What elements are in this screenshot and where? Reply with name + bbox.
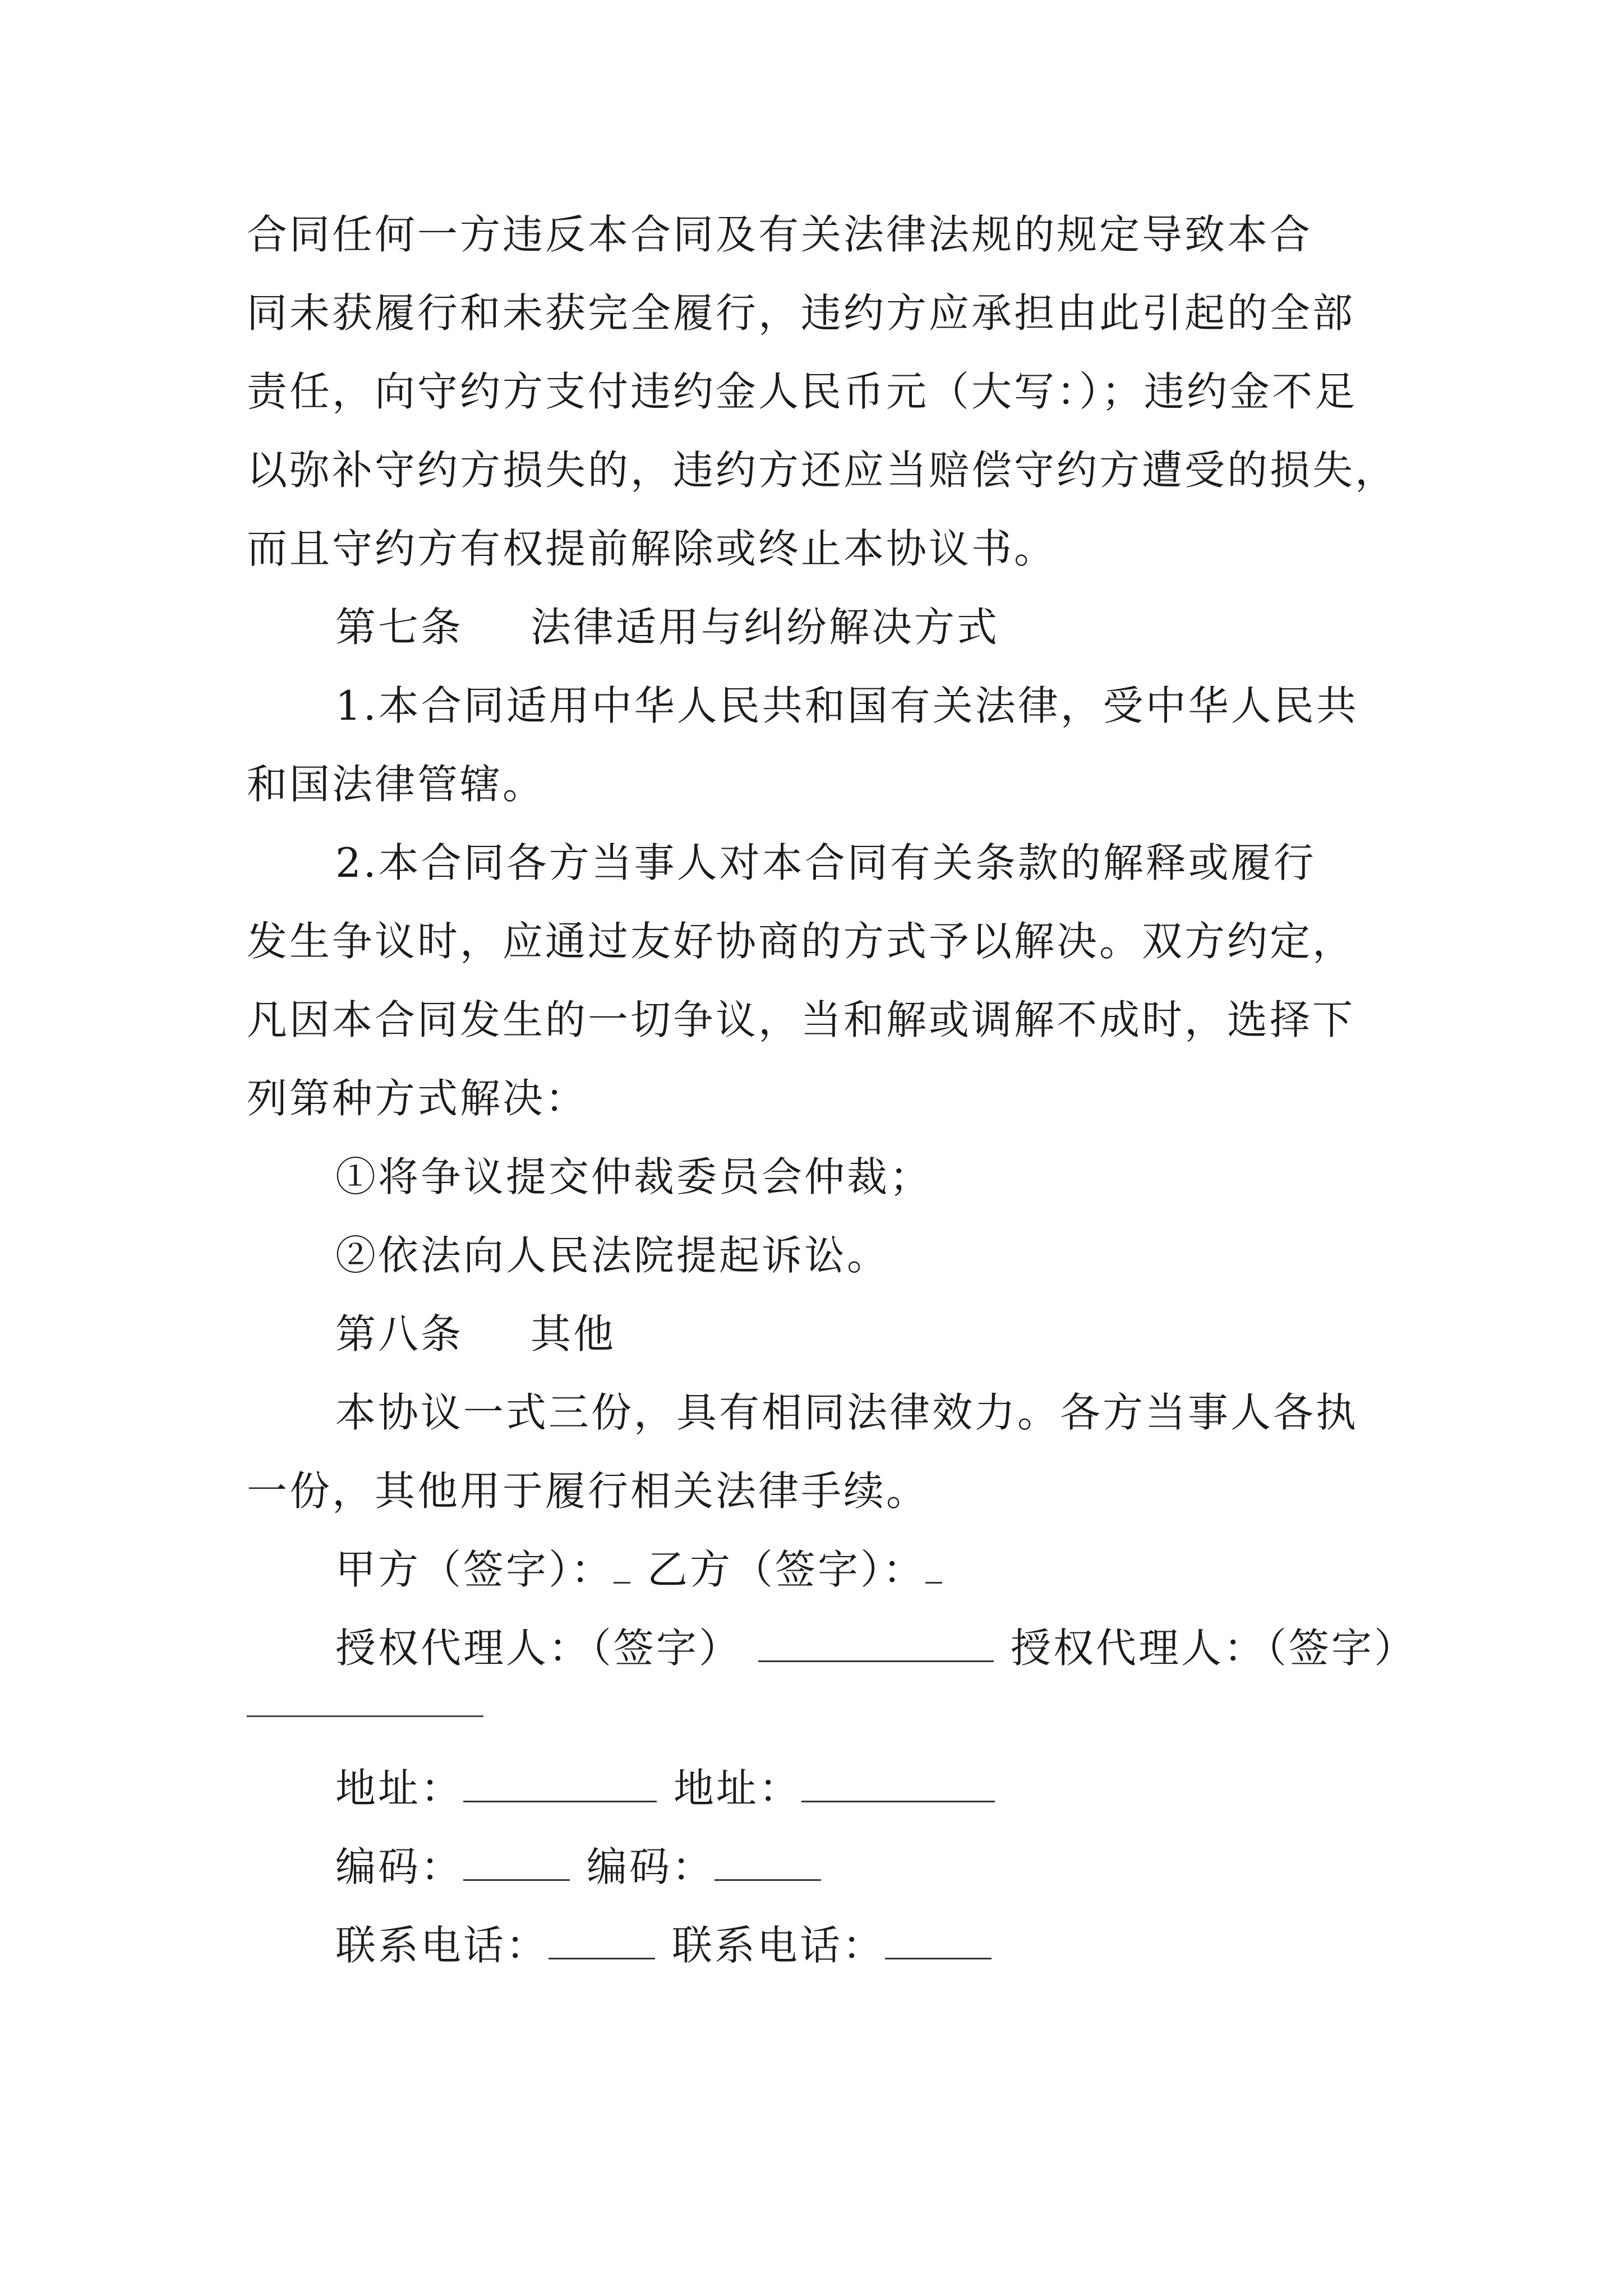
article-7-title: 法律适用与纠纷解决方式 bbox=[531, 604, 1000, 651]
postal-code-row bbox=[335, 1839, 821, 1895]
code-b-label: 编码： bbox=[587, 1843, 715, 1890]
article-7-paragraph-2-line: 列第种方式解决： bbox=[247, 1075, 588, 1122]
article-8-label: 第八条 bbox=[335, 1310, 464, 1358]
party-signature-row bbox=[335, 1542, 942, 1598]
code-a-blank bbox=[463, 1847, 570, 1881]
agent-b-signature-blank bbox=[247, 1715, 483, 1717]
dispute-option-litigation: ②依法向人民法院提起诉讼。 bbox=[335, 1232, 890, 1279]
breach-clause-line: 同未获履行和未获完全履行，违约方应承担由此引起的全部 bbox=[247, 289, 1355, 337]
breach-clause-line: 而且守约方有权提前解除或终止本协议书。 bbox=[247, 525, 1057, 572]
party-b-signature-blank bbox=[925, 1549, 942, 1584]
address-a-blank bbox=[463, 1768, 657, 1802]
party-a-signature-label: 甲方（签字）： bbox=[335, 1546, 614, 1593]
article-7-paragraph-1-line: 和国法律管辖。 bbox=[247, 761, 546, 808]
address-row bbox=[335, 1760, 995, 1816]
article-7-label: 第七条 bbox=[335, 604, 464, 651]
party-b-signature-label: 乙方（签字）： bbox=[647, 1546, 926, 1593]
party-a-signature-blank bbox=[614, 1549, 630, 1584]
breach-clause-line: 合同任何一方违反本合同及有关法律法规的规定导致本合 bbox=[247, 211, 1313, 258]
article-8-line: 本协议一式三份，具有相同法律效力。各方当事人各执 bbox=[335, 1389, 1359, 1436]
article-7-paragraph-2-line: 凡因本合同发生的一切争议，当和解或调解不成时，选择下 bbox=[247, 996, 1355, 1043]
article-8-heading bbox=[335, 1306, 616, 1362]
agent-a-signature-blank bbox=[758, 1628, 994, 1662]
article-8-title: 其他 bbox=[531, 1310, 616, 1358]
dispute-option-arbitration: ①将争议提交仲裁委员会仲裁； bbox=[335, 1153, 933, 1200]
address-a-label: 地址： bbox=[335, 1765, 464, 1812]
article-7-paragraph-2-line: 2.本合同各方当事人对本合同有关条款的解释或履行 bbox=[335, 839, 1316, 886]
breach-clause-line: 责任，向守约方支付违约金人民币元（大写：）；违约金不足 bbox=[247, 368, 1358, 415]
article-7-paragraph-2-line: 发生争议时，应通过友好协商的方式予以解决。双方约定， bbox=[247, 918, 1355, 965]
phone-a-label: 联系电话： bbox=[335, 1922, 549, 1969]
phone-b-blank bbox=[885, 1925, 992, 1959]
article-7-heading bbox=[335, 599, 999, 655]
article-8-line: 一份，其他用于履行相关法律手续。 bbox=[247, 1467, 929, 1515]
agent-a-signature-label: 授权代理人：（签字） bbox=[335, 1625, 742, 1672]
address-b-label: 地址： bbox=[674, 1765, 802, 1812]
agent-b-signature-label: 授权代理人：（签字） bbox=[1011, 1625, 1417, 1672]
code-b-blank bbox=[714, 1847, 821, 1881]
phone-a-blank bbox=[548, 1925, 655, 1959]
phone-b-label: 联系电话： bbox=[672, 1922, 886, 1969]
code-a-label: 编码： bbox=[335, 1843, 464, 1890]
agent-signature-row bbox=[335, 1620, 1417, 1676]
article-7-paragraph-1-line: 1.本合同适用中华人民共和国有关法律，受中华人民共 bbox=[335, 682, 1359, 729]
phone-row bbox=[335, 1917, 992, 1973]
address-b-blank bbox=[801, 1768, 995, 1802]
breach-clause-line: 以弥补守约方损失的，违约方还应当赔偿守约方遭受的损失， bbox=[247, 447, 1398, 494]
